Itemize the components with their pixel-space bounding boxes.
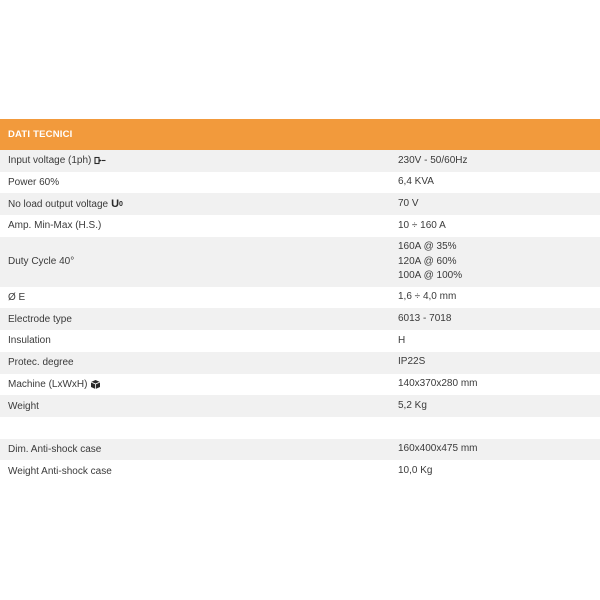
box-icon [90, 379, 101, 390]
table-row [0, 395, 600, 417]
row-label: Weight Anti-shock case [8, 465, 112, 477]
row-label: Ø E [8, 292, 26, 304]
row-value: 10 ÷ 160 A [398, 219, 446, 231]
spec-table [0, 119, 600, 482]
table-header [0, 119, 600, 150]
table-row [0, 150, 600, 172]
table-row [0, 193, 600, 215]
row-value: 120A @ 60% [398, 255, 457, 267]
row-value: 5,2 Kg [398, 399, 427, 411]
table-row [0, 439, 600, 461]
row-label: Insulation [8, 335, 51, 347]
row-label: Power 60% [8, 177, 60, 189]
u0-symbol-icon: U 0 [111, 198, 123, 211]
table-row [0, 308, 600, 330]
row-value: 70 V [398, 197, 419, 209]
row-value: 10,0 Kg [398, 464, 433, 476]
row-value: 1,6 ÷ 4,0 mm [398, 291, 457, 303]
row-value: IP22S [398, 356, 426, 368]
table-row [0, 352, 600, 374]
row-value: 100A @ 100% [398, 270, 463, 281]
table-row [0, 330, 600, 352]
table-row [0, 215, 600, 237]
row-value: 6013 - 7018 [398, 313, 452, 325]
table-title: DATI TECNICI [8, 129, 73, 140]
row-value: 6,4 KVA [398, 176, 434, 188]
table-row [0, 374, 600, 396]
plug-icon [94, 156, 106, 165]
row-value-multiline [398, 240, 600, 284]
table-row [0, 237, 600, 287]
table-row [0, 287, 600, 309]
row-value: H [398, 334, 406, 346]
row-label: Amp. Min-Max (H.S.) [8, 220, 102, 232]
row-label: No load output voltage [8, 198, 109, 210]
row-label: Dim. Anti-shock case [8, 443, 102, 455]
row-label: Electrode type [8, 313, 72, 325]
row-label: Weight [8, 400, 39, 412]
row-label: Input voltage (1ph) [8, 155, 92, 167]
table-row [0, 460, 600, 482]
table-row [0, 172, 600, 194]
row-label: Duty Cycle 40° [8, 256, 75, 268]
table-row-empty [0, 417, 600, 439]
row-value: 160x400x475 mm [398, 443, 478, 455]
row-label: Protec. degree [8, 357, 74, 369]
row-label: Machine (LxWxH) [8, 378, 88, 390]
row-value: 230V - 50/60Hz [398, 154, 468, 166]
row-value: 140x370x280 mm [398, 378, 478, 390]
row-value: 160A @ 35% [398, 241, 457, 252]
